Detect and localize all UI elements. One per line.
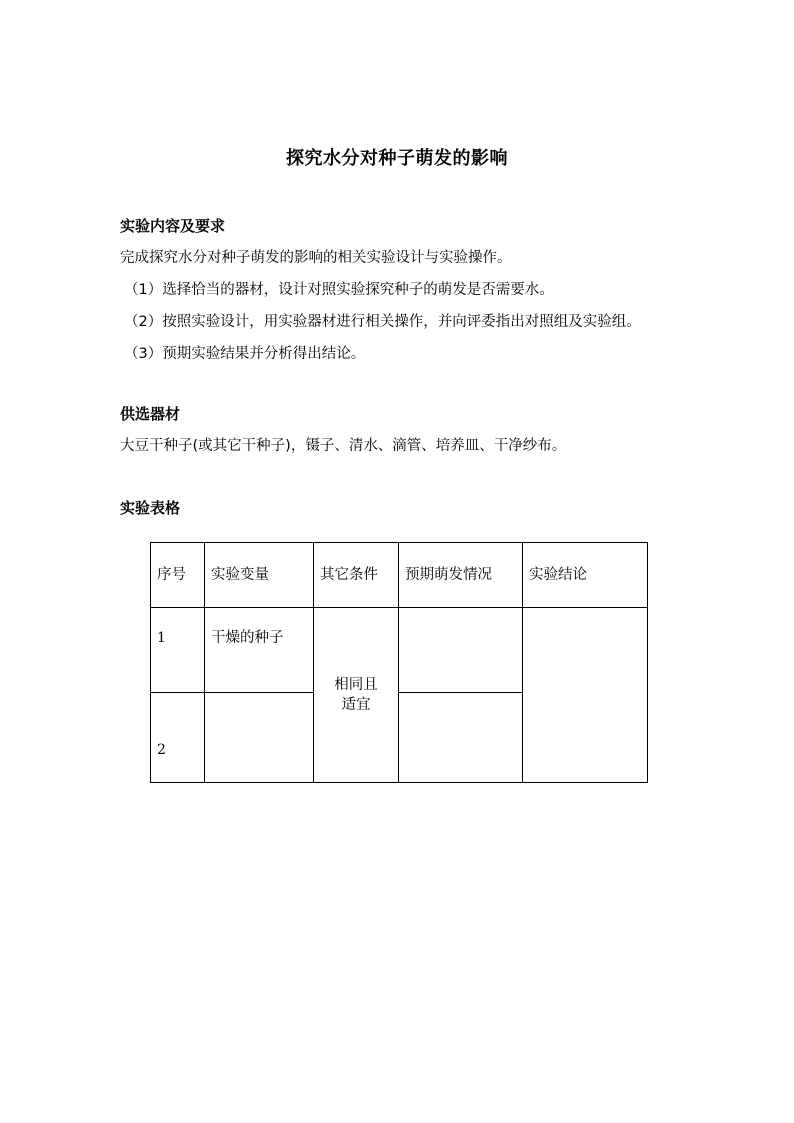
content-intro: 完成探究水分对种子萌发的影响的相关实验设计与实验操作。 <box>120 250 512 266</box>
conclusion-cell <box>523 608 648 783</box>
row-1-variable: 干燥的种子 <box>205 608 314 693</box>
row-1-no: 1 <box>151 608 205 693</box>
column-header-other-conditions: 其它条件 <box>314 543 399 608</box>
content-item-1: （1）选择恰当的器材，设计对照实验探究种子的萌发是否需要水。 <box>124 282 554 298</box>
row-2-expected <box>399 693 523 783</box>
content-item-2: （2）按照实验设计，用实验器材进行相关操作，并向评委指出对照组及实验组。 <box>124 314 641 330</box>
row-2-no: 2 <box>151 693 205 783</box>
experiment-table <box>150 542 648 783</box>
page-title: 探究水分对种子萌发的影响 <box>286 148 508 169</box>
other-conditions-line-2: 适宜 <box>341 697 371 713</box>
other-conditions-line-1: 相同且 <box>334 677 378 693</box>
column-header-no: 序号 <box>151 543 205 608</box>
row-2-variable <box>205 693 314 783</box>
table-row <box>151 608 648 693</box>
section-heading-content: 实验内容及要求 <box>120 217 226 235</box>
column-header-variable: 实验变量 <box>205 543 314 608</box>
materials-text: 大豆干种子(或其它干种子)，镊子、清水、滴管、培养皿、干净纱布。 <box>120 438 567 454</box>
section-heading-table: 实验表格 <box>120 499 181 517</box>
section-heading-materials: 供选器材 <box>120 405 181 423</box>
other-conditions-cell <box>314 608 399 783</box>
table-header-row <box>151 543 648 608</box>
content-item-3: （3）预期实验结果并分析得出结论。 <box>124 346 366 362</box>
column-header-conclusion: 实验结论 <box>523 543 648 608</box>
row-1-expected <box>399 608 523 693</box>
column-header-expected: 预期萌发情况 <box>399 543 523 608</box>
